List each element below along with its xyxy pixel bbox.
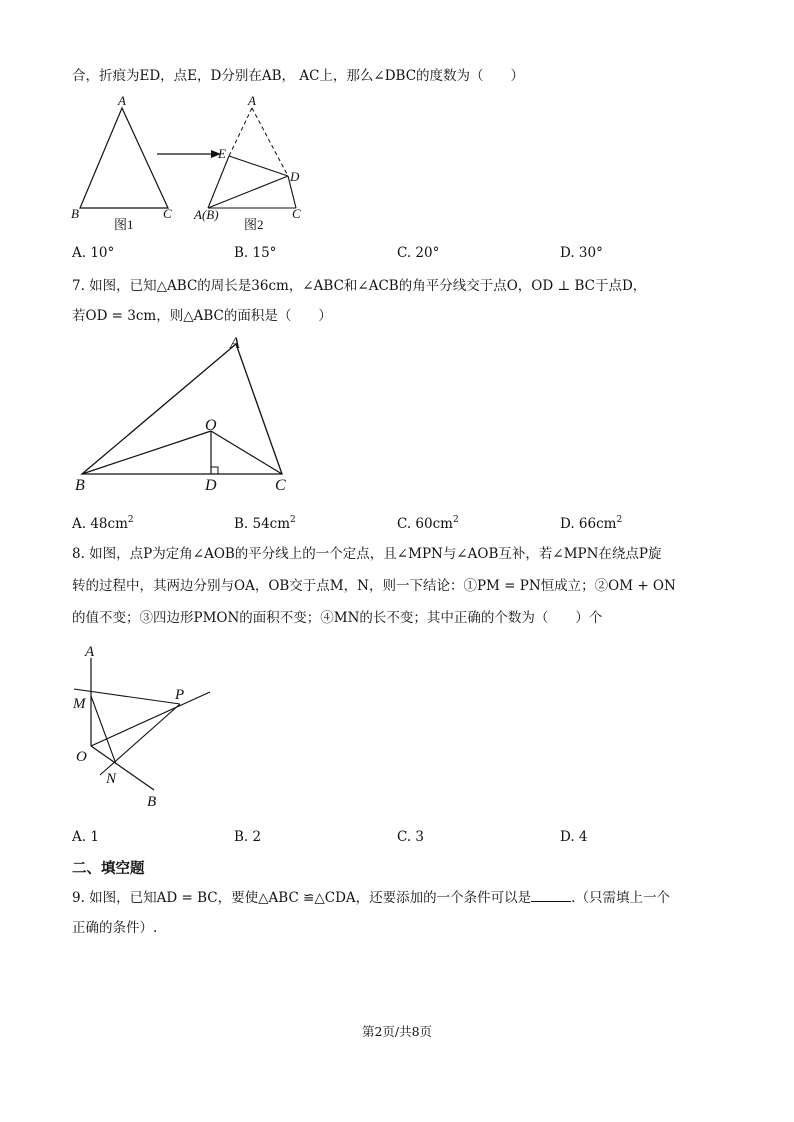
option-a[interactable]: A. $48cm^2$ xyxy=(72,515,134,532)
option-c[interactable]: C. 3 xyxy=(397,829,425,845)
triangle-abc xyxy=(82,344,282,474)
q7-figure xyxy=(70,334,310,494)
label-m: M xyxy=(73,696,86,712)
ray-ob xyxy=(91,746,154,790)
label-a: A xyxy=(118,93,126,108)
option-a[interactable]: A. 10° xyxy=(72,245,115,261)
answer-blank[interactable] xyxy=(531,901,571,902)
label-c: C xyxy=(275,477,286,494)
option-d[interactable]: D. 30° xyxy=(560,245,603,261)
label-c: C xyxy=(163,206,172,221)
option-c[interactable]: C. 20° xyxy=(397,245,440,261)
label-b: B xyxy=(71,206,79,221)
label-p: P xyxy=(175,687,185,703)
option-d[interactable]: D. 4 xyxy=(560,829,588,845)
line-pn xyxy=(100,704,180,775)
section-title: 二、填空题 xyxy=(72,861,145,877)
label-b: B xyxy=(75,477,85,494)
label-c: C xyxy=(292,206,301,221)
option-b[interactable]: B. $54cm^2$ xyxy=(234,515,296,532)
label-d: D xyxy=(205,477,217,494)
label-a: A xyxy=(248,93,256,108)
q8-text-line2: 转的过程中，其两边分别与OA，OB交于点M，N，则一下结论：①PM = PN恒成立；②OM + ON xyxy=(72,578,676,594)
figure-caption: 图2 xyxy=(244,217,264,232)
segment-mn xyxy=(91,696,116,764)
option-c[interactable]: C. $60cm^2$ xyxy=(397,515,459,532)
segment-bo xyxy=(82,431,211,474)
label-o: O xyxy=(205,417,217,434)
option-d[interactable]: D. $66cm^2$ xyxy=(560,515,623,532)
q8-figure xyxy=(70,640,230,810)
page-number: 第2页/共8页 xyxy=(361,1024,433,1039)
label-e: E xyxy=(218,146,226,161)
label-n: N xyxy=(106,771,117,787)
label-a: A xyxy=(230,335,240,352)
q6-text: 合，折痕为ED，点E，D分别在AB， AC上，那么∠DBC的度数为（ ） xyxy=(72,68,525,84)
line-mp xyxy=(74,689,180,704)
figure-caption: 图1 xyxy=(114,217,134,232)
q9-text-line1: 9. 如图，已知AD = BC，要使△ABC ≌△CDA，还要添加的一个条件可以是 .（只需填上一个 xyxy=(72,890,670,906)
q7-text-line1: 7. 如图，已知△ABC的周长是36cm，∠ABC和∠ACB的角平分线交于点O，OD ⊥ BC于点D， xyxy=(72,278,647,294)
q8-text-line3: 的值不变；③四边形PMON的面积不变；④MN的长不变；其中正确的个数为（ ）个 xyxy=(72,610,603,626)
q7-text-line2: 若OD = 3cm，则△ABC的面积是（ ） xyxy=(72,308,332,324)
segment-co xyxy=(211,431,282,474)
label-b: B xyxy=(147,794,157,810)
q6-figure-1 xyxy=(60,92,180,232)
q6-figure-2 xyxy=(192,92,322,232)
q9-text-line2: 正确的条件）. xyxy=(72,920,158,936)
option-b[interactable]: B. 15° xyxy=(234,245,277,261)
option-b[interactable]: B. 2 xyxy=(234,829,262,845)
q8-text-line1: 8. 如图，点P为定角∠AOB的平分线上的一个定点，且∠MPN与∠AOB互补，若∠MPN在绕点P旋 xyxy=(72,546,662,562)
label-a: A xyxy=(85,644,95,660)
option-a[interactable]: A. 1 xyxy=(72,829,99,845)
label-o: O xyxy=(76,749,87,765)
label-ab: A(B) xyxy=(194,207,219,222)
right-angle-mark xyxy=(211,467,218,474)
label-d: D xyxy=(290,169,300,184)
